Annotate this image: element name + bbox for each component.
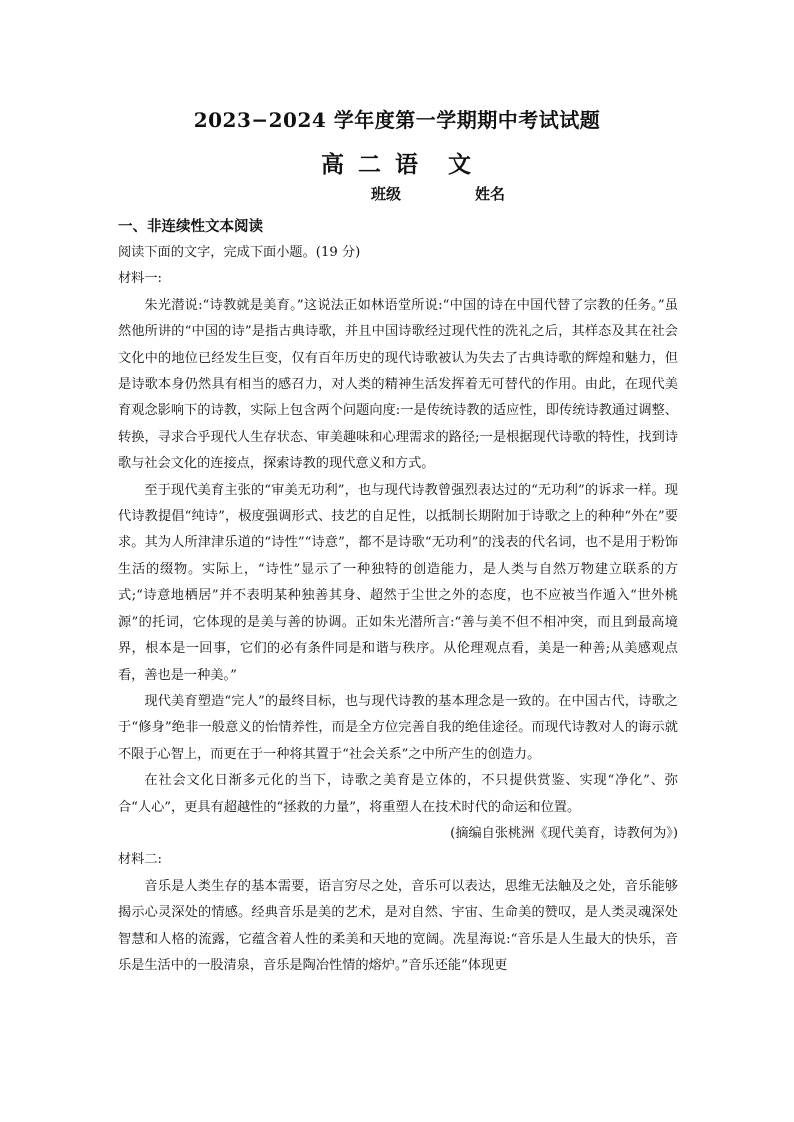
material1-label: 材料一:	[118, 271, 163, 287]
subject-char: 语	[395, 151, 420, 178]
exam-title: 2023−2024 学年度第一学期期中考试试题	[193, 108, 601, 132]
paragraph: 音乐是人类生存的基本需要，语言穷尽之处，音乐可以表达，思维无法触及之处，音乐能够揭示心灵深处的情感。经典音乐是美的艺术，是对自然、宇宙、生命美的赞叹，是人类灵魂深处智慧和人格的流露，它蕴含着人性的柔美和天地的宽阔。冼星海说:“音乐是人生最大的快乐，音乐是生活中的一股清泉，音乐是陶冶性情的熔炉。”音乐还能“体现更	[118, 878, 678, 973]
material2-label: 材料二:	[118, 852, 163, 868]
instruction: 阅读下面的文字，完成下面小题。(19 分)	[118, 245, 361, 260]
subject-char: 高	[321, 151, 346, 178]
class-label: 班级	[371, 185, 402, 203]
paragraph: 在社会文化日渐多元化的当下，诗歌之美育是立体的，不只提供赏鉴、实现“净化”、弥合“人心”，更具有超越性的“拯救的力量”，将重塑人在技术时代的命运和位置。	[118, 773, 678, 815]
paragraph: 现代美育塑造“完人”的最终目标，也与现代诗教的基本理念是一致的。在中国古代，诗歌之于“修身”绝非一般意义的怡情养性，而是全方位完善自我的绝佳途径。而现代诗教对人的诲示就不限于心智上，而更在于一种将其置于“社会关系”之中所产生的创造力。	[118, 693, 678, 762]
source-citation: (摘编自张桃洲《现代美育，诗教何为》)	[450, 825, 678, 841]
subject-char: 文	[448, 151, 473, 178]
subject-char: 二	[358, 151, 383, 178]
name-label: 姓名	[475, 185, 506, 203]
paragraph: 朱光潜说:“诗教就是美育。”这说法正如林语堂所说:“中国的诗在中国代替了宗教的任务。”虽然他所讲的“中国的诗”是指古典诗歌，并且中国诗歌经过现代性的洗礼之后，其样态及其在社会文化中的地位已经发生巨变，仅有百年历史的现代诗歌被认为失去了古典诗歌的辉煌和魅力，但是诗歌本身仍然具有相当的感召力，对人类的精神生活发挥着无可替代的作用。由此，在现代美育观念影响下的诗教，实际上包含两个问题向度:一是传统诗教的适应性，即传统诗教通过调整、转换，寻求合乎现代人生存状态、审美趣味和心理需求的路径;一是根据现代诗歌的特性，找到诗歌与社会文化的连接点，探索诗教的现代意义和方式。	[118, 297, 678, 472]
section-heading: 一、非连续性文本阅读	[118, 219, 263, 235]
paragraph: 至于现代美育主张的“审美无功利”，也与现代诗教曾强烈表达过的“无功利”的诉求一样。现代诗教提倡“纯诗”，极度强调形式、技艺的自足性，以抵制长期附加于诗歌之上的种种“外在”要求。其为人所津津乐道的“诗性”“诗意”，都不是诗歌“无功利”的浅表的代名词，也不是用于粉饰生活的缀物。实际上，“诗性”显示了一种独特的创造能力，是人类与自然万物建立联系的方式;“诗意地栖居”并不表明某种独善其身、超然于尘世之外的态度，也不应被当作遁入“世外桃源”的托词，它体现的是美与善的协调。正如朱光潜所言:“善与美不但不相冲突，而且到最高境界，根本是一回事，它们的必有条件同是和谐与秩序。从伦理观点看，美是一种善;从美感观点看，善也是一种美。”	[118, 482, 678, 683]
subject-title	[0, 146, 794, 179]
reading-section	[118, 214, 678, 979]
student-info	[371, 183, 505, 204]
